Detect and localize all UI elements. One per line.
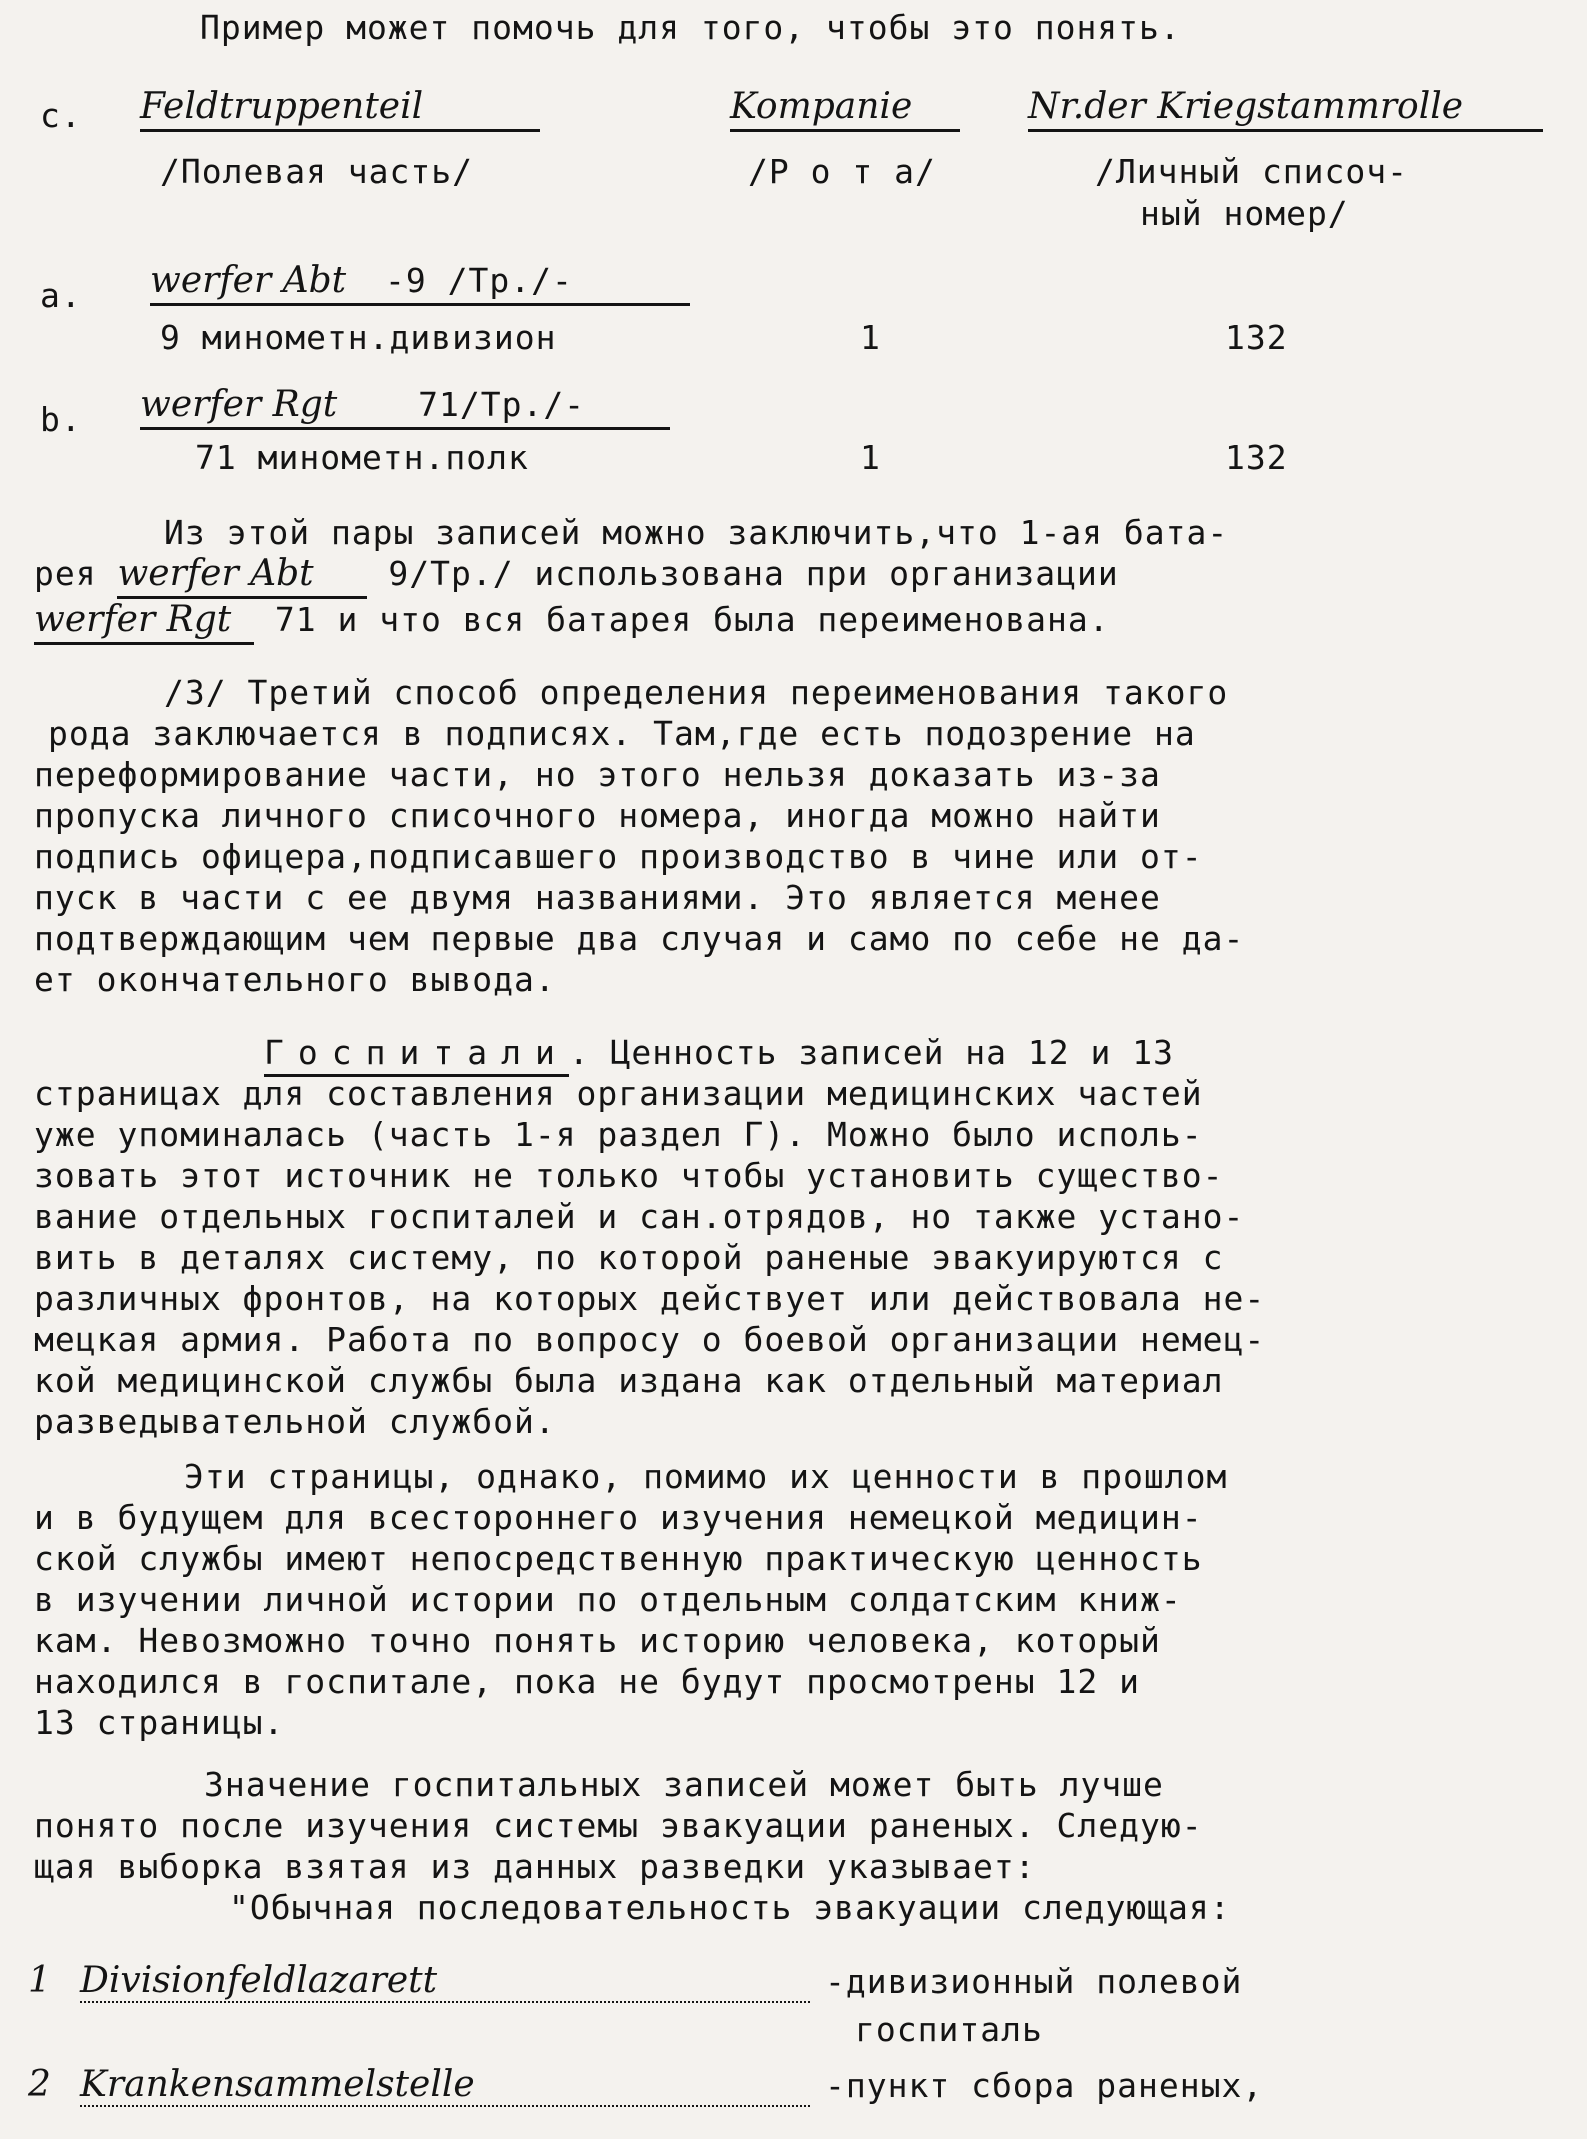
paragraph-line: ской службы имеют непосредственную практическую ценность	[34, 1539, 1203, 1578]
paragraph-text: . Ценность записей на 12 и 13	[568, 1033, 1174, 1072]
intro-line: Пример может помочь для того, чтобы это понять.	[200, 8, 1181, 47]
paragraph-line: Значение госпитальных записей может быть лучше	[204, 1765, 1164, 1804]
paragraph-line: вание отдельных госпиталей и сан.отрядов, но также устано-	[34, 1197, 1245, 1236]
paragraph-line: зовать этот источник не только чтобы установить существо-	[34, 1156, 1224, 1195]
paragraph-line: мецкая армия. Работа по вопросу о боевой организации немец-	[34, 1320, 1266, 1359]
paragraph-pages-value	[34, 1456, 1554, 1743]
row-a-unit-hand: werfer Abt	[150, 260, 347, 301]
paragraph-line	[34, 553, 1554, 599]
row-b-marker: b.	[40, 400, 82, 439]
header-company-de: Kompanie	[730, 86, 960, 132]
list-item-1-ru-2: госпиталь	[855, 2010, 1043, 2049]
paragraph-line: переформирование части, но этого нельзя доказать из-за	[34, 755, 1161, 794]
paragraph-line: страницах для составления организации медицинских частей	[34, 1074, 1203, 1113]
paragraph-conclusion	[34, 512, 1554, 645]
row-a-unit-ru: 9 минометн.дивизион	[160, 318, 557, 357]
row-b-unit-ru: 71 минометн.полк	[195, 438, 529, 477]
list-item-1-number: 1	[28, 1960, 51, 2001]
row-b-company: 1	[860, 438, 881, 477]
list-item-2-de: Krankensammelstelle	[80, 2064, 810, 2107]
paragraph-hand-unit: werfer Rgt	[34, 599, 254, 645]
row-a-number: 132	[1225, 318, 1288, 357]
list-item-1-ru-1: -дивизионный полевой	[825, 1962, 1243, 2001]
paragraph-line: рода заключается в подписях. Там,где есть подозрение на	[48, 714, 1196, 753]
paragraph-line: "Обычная последовательность эвакуации следующая:	[229, 1888, 1231, 1927]
section-heading: Госпитали	[264, 1033, 569, 1077]
paragraph-evacuation	[34, 1764, 1554, 1928]
paragraph-line: понято после изучения системы эвакуации раненых. Следую-	[34, 1806, 1203, 1845]
paragraph-line	[34, 599, 1554, 645]
paragraph-line: Эти страницы, однако, помимо их ценности в прошлом	[184, 1457, 1228, 1496]
table-row-label: c.	[40, 96, 82, 135]
row-b-number: 132	[1225, 438, 1288, 477]
paragraph-line: различных фронтов, на которых действует или действовала не-	[34, 1279, 1266, 1318]
header-company-ru: /Р о т а/	[748, 152, 936, 191]
paragraph-text: рея	[34, 554, 97, 593]
paragraph-line: подтверждающим чем первые два случая и само по себе не да-	[34, 919, 1245, 958]
paragraph-text: 71 и что вся батарея была переименована.	[274, 600, 1110, 639]
paragraph-line: и в будущем для всестороннего изучения немецкой медицин-	[34, 1498, 1203, 1537]
paragraph-hand-unit: werfer Abt	[117, 553, 367, 599]
row-b-unit	[140, 384, 670, 430]
paragraph-line	[34, 1032, 1554, 1073]
paragraph-line: ет окончательного вывода.	[34, 960, 556, 999]
row-a-unit	[150, 260, 690, 306]
paragraph-line: Из этой пары записей можно заключить,что 1-ая бата-	[164, 513, 1229, 552]
list-item-1-de: Divisionfeldlazarett	[80, 1960, 810, 2003]
list-item-2-number: 2	[28, 2064, 51, 2105]
paragraph-line: кой медицинской службы была издана как отдельный материал	[34, 1361, 1224, 1400]
paragraph-line: /3/ Третий способ определения переименования такого	[164, 673, 1229, 712]
paragraph-text: 9/Тр./ использована при организации	[388, 554, 1119, 593]
header-number-ru-1: /Личный списоч-	[1095, 152, 1409, 191]
list-item-2-ru-1: -пункт сбора раненых,	[825, 2066, 1264, 2105]
paragraph-line: 13 страницы.	[34, 1703, 285, 1742]
row-b-unit-typed: 71/Тр./-	[418, 385, 586, 424]
row-a-unit-typed: -9 /Тр./-	[385, 261, 573, 300]
paragraph-line: в изучении личной истории по отдельным солдатским книж-	[34, 1580, 1182, 1619]
paragraph-signatures	[34, 672, 1554, 1000]
paragraph-line: подпись офицера,подписавшего производство в чине или от-	[34, 837, 1203, 876]
paragraph-line: пропуска личного списочного номера, иногда можно найти	[34, 796, 1161, 835]
header-unit-ru: /Полевая часть/	[160, 152, 474, 191]
header-unit-de: Feldtruppenteil	[140, 86, 540, 132]
paragraph-line: вить в деталях систему, по которой раненые эвакуируются с	[34, 1238, 1224, 1277]
paragraph-line: щая выборка взятая из данных разведки указывает:	[34, 1847, 1036, 1886]
header-number-ru-2: ный номер/	[1140, 194, 1349, 233]
paragraph-hospitals	[34, 1032, 1554, 1442]
row-a-marker: a.	[40, 276, 82, 315]
paragraph-line: уже упоминалась (часть 1-я раздел Г). Можно было исполь-	[34, 1115, 1203, 1154]
paragraph-line: кам. Невозможно точно понять историю человека, который	[34, 1621, 1161, 1660]
paragraph-line: пуск в части с ее двумя названиями. Это является менее	[34, 878, 1161, 917]
header-number-de: Nr.der Kriegstammrolle	[1028, 86, 1543, 132]
paragraph-line: находился в госпитале, пока не будут просмотрены 12 и	[34, 1662, 1140, 1701]
row-a-company: 1	[860, 318, 881, 357]
paragraph-line: разведывательной службой.	[34, 1402, 556, 1441]
row-b-unit-hand: werfer Rgt	[140, 384, 338, 425]
